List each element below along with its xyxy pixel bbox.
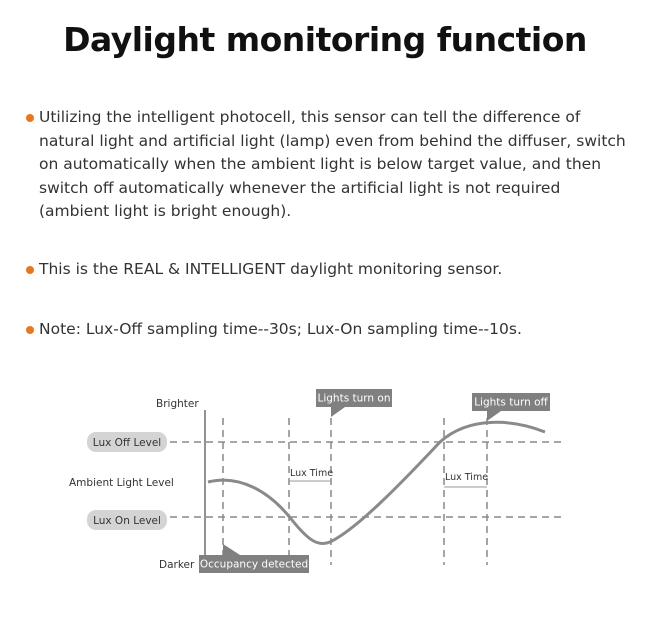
page-title: Daylight monitoring function [63, 20, 587, 59]
lights-on-callout-pointer [331, 407, 345, 417]
darker-label: Darker [159, 559, 195, 571]
brighter-label: Brighter [156, 398, 199, 410]
occupancy-callout-pointer [223, 544, 240, 555]
intro-line: Utilizing the intelligent photocell, this sensor can tell the difference of [39, 108, 581, 126]
real-sensor-paragraph [26, 258, 626, 282]
note-paragraph [26, 318, 626, 342]
lights-off-callout-pointer [487, 411, 501, 421]
lux-off-label: Lux Off Level [92, 437, 162, 449]
ambient-light-label: Ambient Light Level [69, 477, 174, 489]
ambient-light-curve [208, 422, 545, 543]
lights-off-label: Lights turn off [474, 396, 548, 409]
occupancy-label: Occupancy detected [199, 558, 309, 571]
lux-time-label-2: Lux Time [445, 472, 489, 483]
intro-line: natural light and artificial light (lamp) even from behind the diffuser, switch [39, 131, 626, 150]
intro-line: on automatically when the ambient light is below target value, and then [39, 155, 602, 173]
lux-on-label: Lux On Level [93, 515, 161, 527]
bullet-dot [26, 266, 34, 274]
intro-line: (ambient light is bright enough). [39, 202, 292, 220]
note-text: Note: Lux-Off sampling time--30s; Lux-On sampling time--10s. [39, 320, 522, 338]
bullet-dot [26, 114, 34, 122]
lights-on-label: Lights turn on [317, 392, 391, 405]
lux-time-label-1: Lux Time [290, 468, 334, 479]
intro-line: switch off automatically whenever the artificial light is not required [39, 178, 561, 197]
intro-paragraph [26, 106, 626, 224]
daylight-diagram [0, 370, 650, 600]
real-sensor-text: This is the REAL & INTELLIGENT daylight monitoring sensor. [39, 260, 503, 278]
bullet-dot [26, 326, 34, 334]
